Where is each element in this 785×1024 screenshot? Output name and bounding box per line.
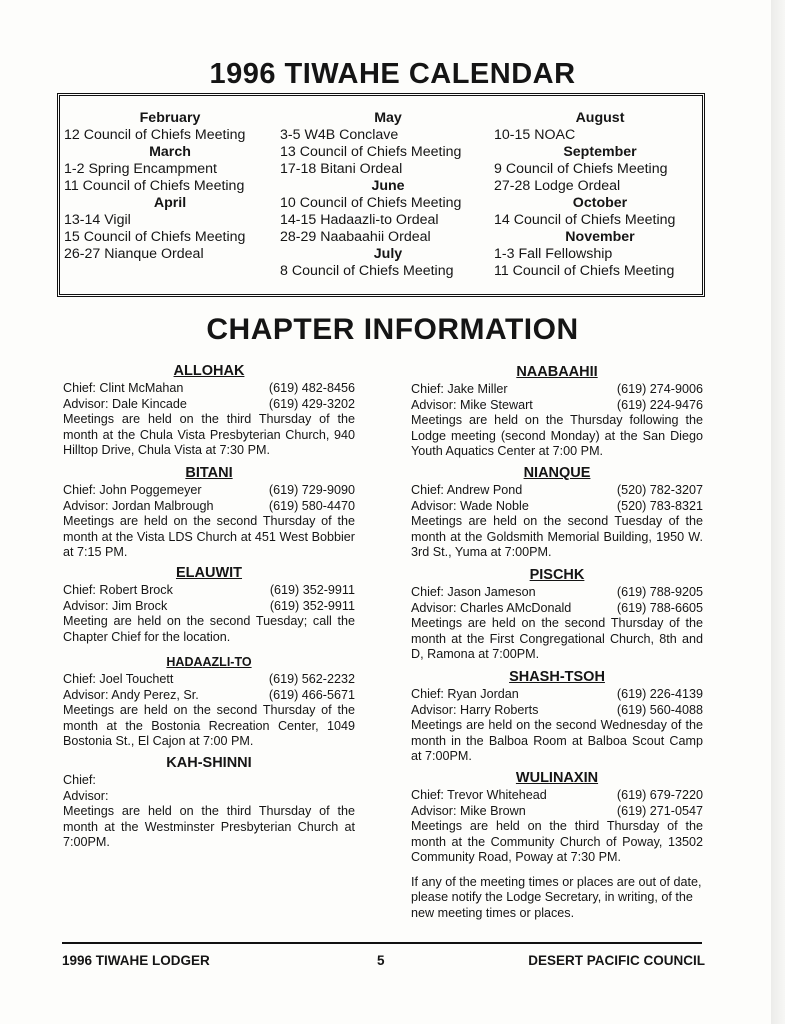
advisor-name: Advisor: Dale Kincade bbox=[63, 396, 187, 411]
chief-name: Chief: Jason Jameson bbox=[411, 585, 536, 600]
advisor-name: Advisor: Charles AMcDonald bbox=[411, 600, 572, 615]
footer-rule bbox=[62, 942, 702, 944]
advisor-name: Advisor: Mike Stewart bbox=[411, 397, 533, 412]
chief-name: Chief: Andrew Pond bbox=[411, 483, 523, 498]
section-title: CHAPTER INFORMATION bbox=[206, 313, 579, 346]
chief-name: Chief: Ryan Jordan bbox=[411, 687, 519, 702]
calendar-event: 11 Council of Chiefs Meeting bbox=[64, 178, 245, 194]
chapter-name: SHASH-TSOH bbox=[509, 669, 605, 685]
calendar-event: 1-2 Spring Encampment bbox=[64, 161, 217, 177]
calendar-month-heading: October bbox=[572, 195, 628, 211]
chapter-name: WULINAXIN bbox=[515, 770, 599, 786]
advisor-name: Advisor: Jim Brock bbox=[63, 598, 168, 613]
advisor-phone: (619) 429-3202 bbox=[268, 396, 355, 411]
chapter-hadaazli-to bbox=[63, 655, 355, 749]
meeting-info: Meetings are held on the second Thursday of the month at the Bostonia Recreation Center, 1049 Bostonia St., El Cajon at 7:00 PM. bbox=[63, 703, 355, 749]
chapter-name: HADAAZLI-TO bbox=[166, 655, 252, 669]
footer-page-number: 5 bbox=[377, 953, 385, 968]
chief-phone: (619) 482-8456 bbox=[268, 381, 355, 396]
advisor-phone: (619) 560-4088 bbox=[616, 702, 703, 717]
calendar-event: 15 Council of Chiefs Meeting bbox=[64, 229, 246, 245]
meeting-info: Meetings are held on the third Thursday of the month at the Chula Vista Presbyterian Church, 940 Hilltop Drive, Chula Vista at 7:30 PM. bbox=[63, 412, 355, 458]
calendar-month-heading: April bbox=[153, 195, 187, 211]
advisor-name: Advisor: Mike Brown bbox=[411, 803, 526, 818]
calendar-month-heading: August bbox=[575, 110, 625, 126]
chapter-wulinaxin bbox=[411, 771, 703, 865]
footer-council: DESERT PACIFIC COUNCIL bbox=[528, 953, 705, 968]
calendar-month-heading: May bbox=[374, 110, 402, 126]
chief-name: Chief: bbox=[63, 773, 96, 788]
advisor-name: Advisor: Wade Noble bbox=[411, 498, 529, 513]
advisor-phone: (619) 788-6605 bbox=[616, 600, 703, 615]
chief-phone: (619) 729-9090 bbox=[268, 483, 355, 498]
page-title: 1996 TIWAHE CALENDAR bbox=[209, 58, 576, 90]
chief-name: Chief: Trevor Whitehead bbox=[411, 788, 547, 803]
calendar-month-heading: June bbox=[371, 178, 405, 194]
advisor-phone: (619) 352-9911 bbox=[269, 598, 355, 613]
meeting-info: Meetings are held on the second Wednesday of the month in the Balboa Room at Balboa Scout Camp at 7:00PM. bbox=[411, 718, 703, 764]
calendar-event: 26-27 Nianque Ordeal bbox=[64, 246, 204, 262]
calendar-event: 11 Council of Chiefs Meeting bbox=[494, 263, 675, 279]
calendar-month-heading: November bbox=[565, 229, 635, 245]
meeting-info: Meetings are held on the Thursday following the Lodge meeting (second Monday) at the San Diego Youth Aquatics Center at 7:00 PM. bbox=[411, 413, 703, 459]
meeting-info: Meetings are held on the second Thursday of the month at the Vista LDS Church at 451 West Bobbier at 7:15 PM. bbox=[63, 514, 355, 560]
calendar-event: 10 Council of Chiefs Meeting bbox=[280, 195, 462, 211]
chief-phone: (619) 226-4139 bbox=[616, 687, 703, 702]
meeting-info: Meetings are held on the second Thursday of the month at the First Congregational Church, 8th and D, Ramona at 7:00PM. bbox=[411, 616, 703, 662]
chief-phone: (619) 562-2232 bbox=[268, 672, 355, 687]
chapter-naabaahii bbox=[411, 365, 703, 459]
calendar-column-1 bbox=[64, 110, 276, 263]
calendar-event: 9 Council of Chiefs Meeting bbox=[494, 161, 668, 177]
chief-phone: (619) 788-9205 bbox=[616, 585, 703, 600]
calendar-event: 14 Council of Chiefs Meeting bbox=[494, 212, 676, 228]
chapter-pischk bbox=[411, 568, 703, 662]
calendar-event: 13 Council of Chiefs Meeting bbox=[280, 144, 462, 160]
calendar-event: 1-3 Fall Fellowship bbox=[494, 246, 613, 262]
meeting-info: Meetings are held on the third Thursday of the month at the Westminster Presbyterian Church at 7:00PM. bbox=[63, 804, 355, 850]
chief-name: Chief: Jake Miller bbox=[411, 382, 508, 397]
calendar-event: 14-15 Hadaazli-to Ordeal bbox=[280, 212, 439, 228]
chief-name: Chief: John Poggemeyer bbox=[63, 483, 202, 498]
chapter-elauwit bbox=[63, 566, 355, 645]
advisor-name: Advisor: Andy Perez, Sr. bbox=[63, 687, 199, 702]
meeting-info: Meetings are held on the second Tuesday of the month at the Goldsmith Memorial Building, 1950 W. 3rd St., Yuma at 7:00PM. bbox=[411, 514, 703, 560]
chapter-name: PISCHK bbox=[529, 567, 585, 583]
advisor-name: Advisor: Jordan Malbrough bbox=[63, 498, 214, 513]
calendar-event: 27-28 Lodge Ordeal bbox=[494, 178, 621, 194]
calendar-event: 3-5 W4B Conclave bbox=[280, 127, 399, 143]
calendar-month-heading: February bbox=[139, 110, 201, 126]
advisor-name: Advisor: Harry Roberts bbox=[411, 702, 539, 717]
calendar-event: 8 Council of Chiefs Meeting bbox=[280, 263, 454, 279]
calendar-month-heading: July bbox=[373, 246, 403, 262]
chapter-allohak bbox=[63, 364, 355, 458]
advisor-phone: (520) 783-8321 bbox=[616, 498, 703, 513]
chapter-bitani bbox=[63, 466, 355, 560]
footer-publication: 1996 TIWAHE LODGER bbox=[62, 953, 210, 968]
calendar-box bbox=[57, 93, 705, 297]
advisor-name: Advisor: bbox=[63, 788, 109, 803]
calendar-column-3 bbox=[494, 110, 706, 280]
chapter-shash-tsoh bbox=[411, 670, 703, 764]
page-edge bbox=[771, 0, 785, 1024]
calendar-event: 13-14 Vigil bbox=[64, 212, 131, 228]
chief-phone: (619) 679-7220 bbox=[616, 788, 703, 803]
meeting-info: Meetings are held on the third Thursday of the month at the Community Church of Poway, 13502 Community Road, Poway at 7:30 PM. bbox=[411, 819, 703, 865]
advisor-phone: (619) 224-9476 bbox=[616, 397, 703, 412]
chief-phone: (619) 352-9911 bbox=[269, 583, 355, 598]
calendar-column-2 bbox=[280, 110, 496, 280]
chapter-name: ELAUWIT bbox=[175, 565, 243, 581]
chief-phone: (619) 274-9006 bbox=[616, 382, 703, 397]
calendar-event: 17-18 Bitani Ordeal bbox=[280, 161, 403, 177]
calendar-month-heading: September bbox=[563, 144, 637, 160]
advisor-phone: (619) 271-0547 bbox=[616, 803, 703, 818]
calendar-month-heading: March bbox=[149, 144, 191, 160]
chief-name: Chief: Joel Touchett bbox=[63, 672, 174, 687]
chapter-name: NAABAAHII bbox=[516, 364, 598, 380]
chapter-kah-shinni bbox=[63, 756, 355, 850]
closing-note: If any of the meeting times or places are out of date, please notify the Lodge Secretary, in writing, of the new meeting times or places. bbox=[411, 875, 702, 920]
chapter-name: ALLOHAK bbox=[173, 363, 245, 379]
advisor-phone: (619) 466-5671 bbox=[268, 687, 355, 702]
advisor-phone: (619) 580-4470 bbox=[268, 498, 355, 513]
chapter-name: NIANQUE bbox=[523, 465, 591, 481]
meeting-info: Meeting are held on the second Tuesday; call the Chapter Chief for the location. bbox=[63, 614, 355, 644]
chapter-name: BITANI bbox=[185, 465, 233, 481]
calendar-event: 12 Council of Chiefs Meeting bbox=[64, 127, 246, 143]
chief-name: Chief: Clint McMahan bbox=[63, 381, 184, 396]
chapter-name: KAH-SHINNI bbox=[166, 755, 252, 771]
chapter-nianque bbox=[411, 466, 703, 560]
calendar-event: 10-15 NOAC bbox=[494, 127, 576, 143]
chief-name: Chief: Robert Brock bbox=[63, 583, 173, 598]
calendar-event: 28-29 Naabaahii Ordeal bbox=[280, 229, 431, 245]
chief-phone: (520) 782-3207 bbox=[616, 483, 703, 498]
